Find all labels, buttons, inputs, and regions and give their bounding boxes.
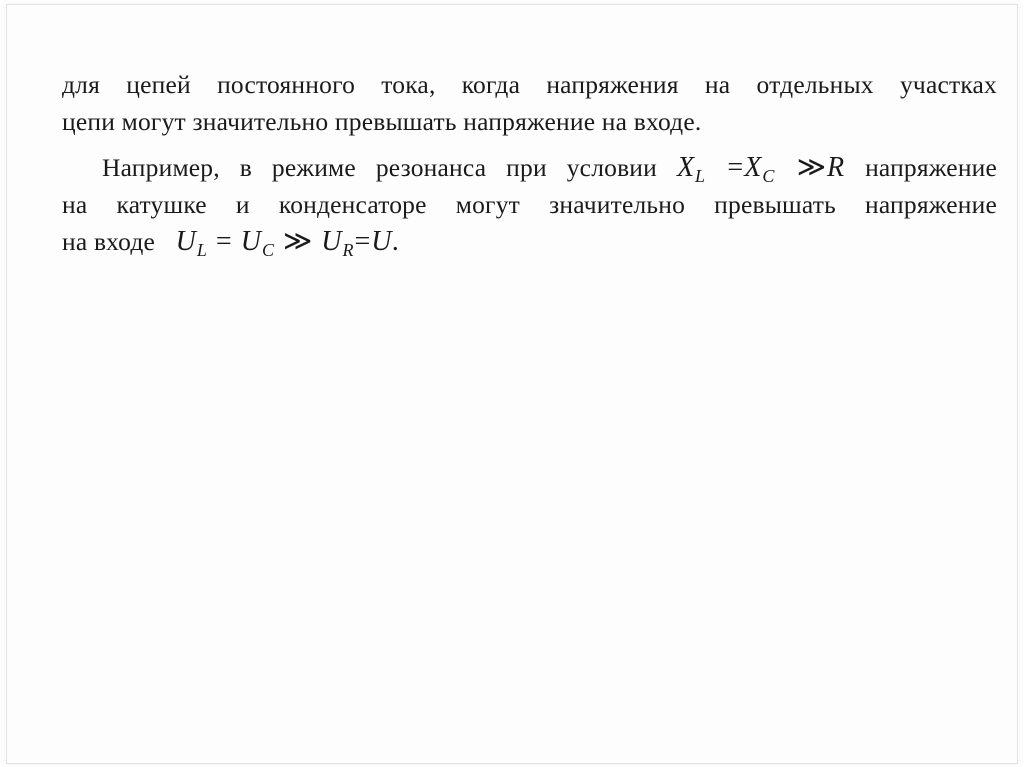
formula-var-x2: X (744, 152, 763, 183)
formula-var-r: R (827, 152, 846, 183)
formula2-var-u2: U (240, 226, 262, 257)
formula-much-greater: ≫ (796, 152, 828, 183)
formula-sub-c: C (762, 166, 776, 186)
formula2-var-u4: U. (371, 226, 401, 257)
paragraph2-line3 (62, 223, 997, 260)
formula2-eq1: = (215, 226, 233, 257)
paragraph2-line1-after: напряжение (865, 153, 998, 182)
formula2-sub-r: R (342, 240, 355, 260)
formula2-much-greater: ≫ (282, 226, 314, 257)
formula-sub-l: L (695, 166, 707, 186)
formula-xl-xc-r (676, 152, 846, 186)
formula2-eq2: = (354, 226, 372, 257)
paragraph2-line3-text: на входе (62, 227, 156, 256)
formula2-var-u1: U (175, 226, 197, 257)
document-text (62, 66, 997, 260)
formula-eq: = (727, 152, 745, 183)
formula2-sub-c: C (261, 240, 275, 260)
formula2-sub-l: L (196, 240, 208, 260)
paragraph2-line2: на катушке и конденсаторе могут значительно превышать напряжение (62, 190, 997, 219)
formula-var-x: X (676, 152, 696, 183)
paragraph1-line2: цепи могут значительно превышать напряжение на входе. (62, 107, 702, 136)
paragraph2-line1-text: Например, в режиме резонанса при условии (102, 153, 657, 182)
formula-ul-uc-ur (175, 226, 401, 260)
formula2-var-u3: U (321, 226, 343, 257)
paragraph2-line1 (62, 149, 997, 186)
paragraph1-line1: для цепей постоянного тока, когда напряжения на отдельных участках (62, 70, 997, 99)
